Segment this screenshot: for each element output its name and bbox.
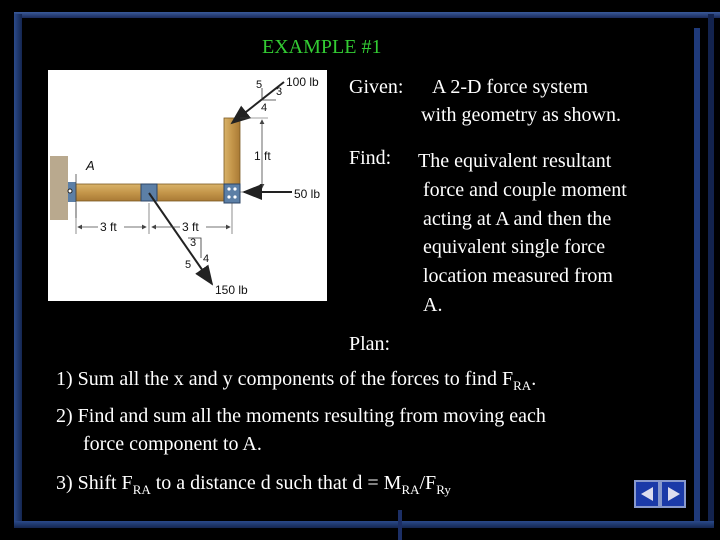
given-line-1: A 2-D force system <box>432 76 589 98</box>
slide-title: EXAMPLE #1 <box>262 36 382 58</box>
frame-top-bar <box>14 12 720 18</box>
plan-step-1: 1) Sum all the x and y components of the forces to find $F_{RA}$. <box>56 368 537 393</box>
given-line-2: with geometry as shown. <box>421 104 621 126</box>
tri1-5: 5 <box>256 79 263 91</box>
vertical-beam <box>224 118 240 188</box>
tri2-5: 5 <box>185 259 192 271</box>
wall <box>50 156 68 220</box>
point-a-marker <box>68 189 72 193</box>
point-a-label: A <box>86 158 95 173</box>
find-line: equivalent single force <box>423 236 606 259</box>
given-label: Given: <box>349 76 404 98</box>
frame-bottom-bar <box>14 521 714 528</box>
tri1-3: 3 <box>276 86 283 98</box>
plan-step-3: 3) Shift $F_{RA}$ to a distance d such that $d = M_{RA}/F_{Ry}$ <box>56 472 451 497</box>
frame-right-bar <box>694 28 700 528</box>
previous-slide-button[interactable] <box>634 480 660 508</box>
find-line: The equivalent resultant <box>418 150 612 172</box>
plan-step-2-cont: force component to A. <box>83 433 262 455</box>
frame-bottom-tick <box>398 510 402 540</box>
find-label: Find: <box>349 147 392 169</box>
find-line: A. <box>423 293 443 316</box>
plan-step-2: 2) Find and sum all the moments resulting from moving each <box>56 405 546 427</box>
find-line: acting at A and then the <box>423 207 612 230</box>
force-100-label: 100 lb <box>286 75 319 89</box>
middle-bracket <box>141 184 157 201</box>
force-150-arrow <box>149 193 212 284</box>
plan-label: Plan: <box>349 333 391 355</box>
find-line: location measured from <box>423 265 613 288</box>
find-text <box>349 147 627 320</box>
force-system-figure <box>48 70 327 301</box>
corner-plate <box>224 184 240 203</box>
one-ft-label: 1 ft <box>254 149 271 163</box>
force-50-label: 50 lb <box>294 187 321 201</box>
force-150-label: 150 lb <box>215 283 248 297</box>
three-ft-label-a: 3 ft <box>100 220 117 234</box>
tri1-4: 4 <box>261 102 268 114</box>
figure-svg <box>48 70 327 301</box>
tri2-3: 3 <box>190 237 197 249</box>
find-line: force and couple moment <box>423 178 627 201</box>
three-ft-label-b: 3 ft <box>182 220 199 234</box>
next-slide-button[interactable] <box>660 480 686 508</box>
tri2-4: 4 <box>203 253 210 265</box>
frame-right-outer-bar <box>708 14 714 528</box>
frame-left-bar <box>14 14 22 528</box>
triangle-left-icon <box>641 487 653 501</box>
triangle-right-icon <box>668 487 680 501</box>
